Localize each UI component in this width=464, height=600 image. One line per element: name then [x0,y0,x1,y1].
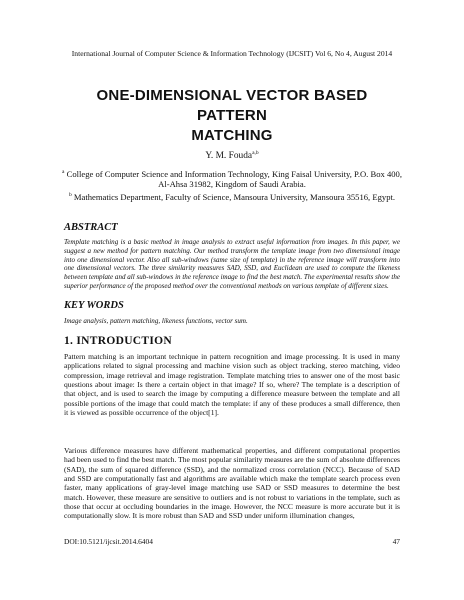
paper-title [60,86,404,146]
affiliation-a [62,167,402,190]
intro-paragraph-2: Various difference measures have different mathematical properties, and different computational properties had been used to find the best match. The most popular similarity measures are the sum of absolute differences (SAD), the sum of squared difference (SSD), and the normalized cross correlation (NCC). Because of SAD and SSD are computationally fast and algorithms are available which make the template search process even faster, many applications of gray-level image matching use SAD or SSD measures to determine the best match. However, these measure are sensitive to outliers and is not robust to variations in the template, such as those that occur at occluding boundaries in the image. However, the NCC measure is more accurate but it is computationally slow. It is more robust than SAD and SSD under uniform illumination changes, [64,446,400,521]
abstract-heading: ABSTRACT [64,222,118,233]
affiliation-a-sup: a [62,169,65,175]
title-line-1: ONE-DIMENSIONAL VECTOR BASED PATTERN [96,87,368,124]
author [0,150,464,161]
affiliation-a-text: College of Computer Science and Information Technology, King Faisal University, P.O. Box 400, Al-Ahsa 31982, Kingdom of Saudi Arabia. [66,168,402,190]
footer-page-number: 47 [392,537,400,546]
author-name: Y. M. Fouda [205,151,253,162]
author-sup: a,b [252,150,259,156]
keywords-heading: KEY WORDS [64,300,124,311]
affiliation-b-text: Mathematics Department, Faculty of Science, Mansoura University, Mansoura 35516, Egypt. [73,191,396,202]
affiliation-b [62,190,402,202]
abstract-text: Template matching is a basic method in image analysis to extract useful information from images. In this paper, we suggest a new method for pattern matching. Our method transform the template image from two dimensional image into one dimensional vector. Also all sub-windows (same size of template) in the reference image will transform into one dimensional vectors. The three similarity measures SAD, SSD, and Euclidean are used to compute the likeness between template and all sub-windows in the reference image to find the best match. The experimental results show the superior performance of the proposed method over the conventional methods on various template of different sizes. [64,238,400,290]
intro-paragraph-1: Pattern matching is an important technique in pattern recognition and image processing. It is used in many applications related to signal processing and machine vision such as object tracking, stereo matching, video compression, image retrieval and image registration. Template matching tries to answer one of the most basic questions about image: Is there a certain object in that image? If so, where? The template is a description of that object, and is used to search the image by computing a difference measure between the template and all possible portions of the image that could match the template: if any of these produces a small difference, then it is viewed as possible occurrence of the object[1]. [64,352,400,418]
journal-header: International Journal of Computer Science & Information Technology (IJCSIT) Vol 6, No 4, August 2014 [71,49,393,58]
footer-doi: DOI:10.5121/ijcsit.2014.6404 [64,537,153,546]
keywords-text: Image analysis, pattern matching, likeness functions, vector sum. [64,317,248,325]
section-heading-introduction: 1. INTRODUCTION [64,335,173,347]
affiliation-b-sup: b [68,192,72,198]
title-line-2: MATCHING [191,127,273,144]
